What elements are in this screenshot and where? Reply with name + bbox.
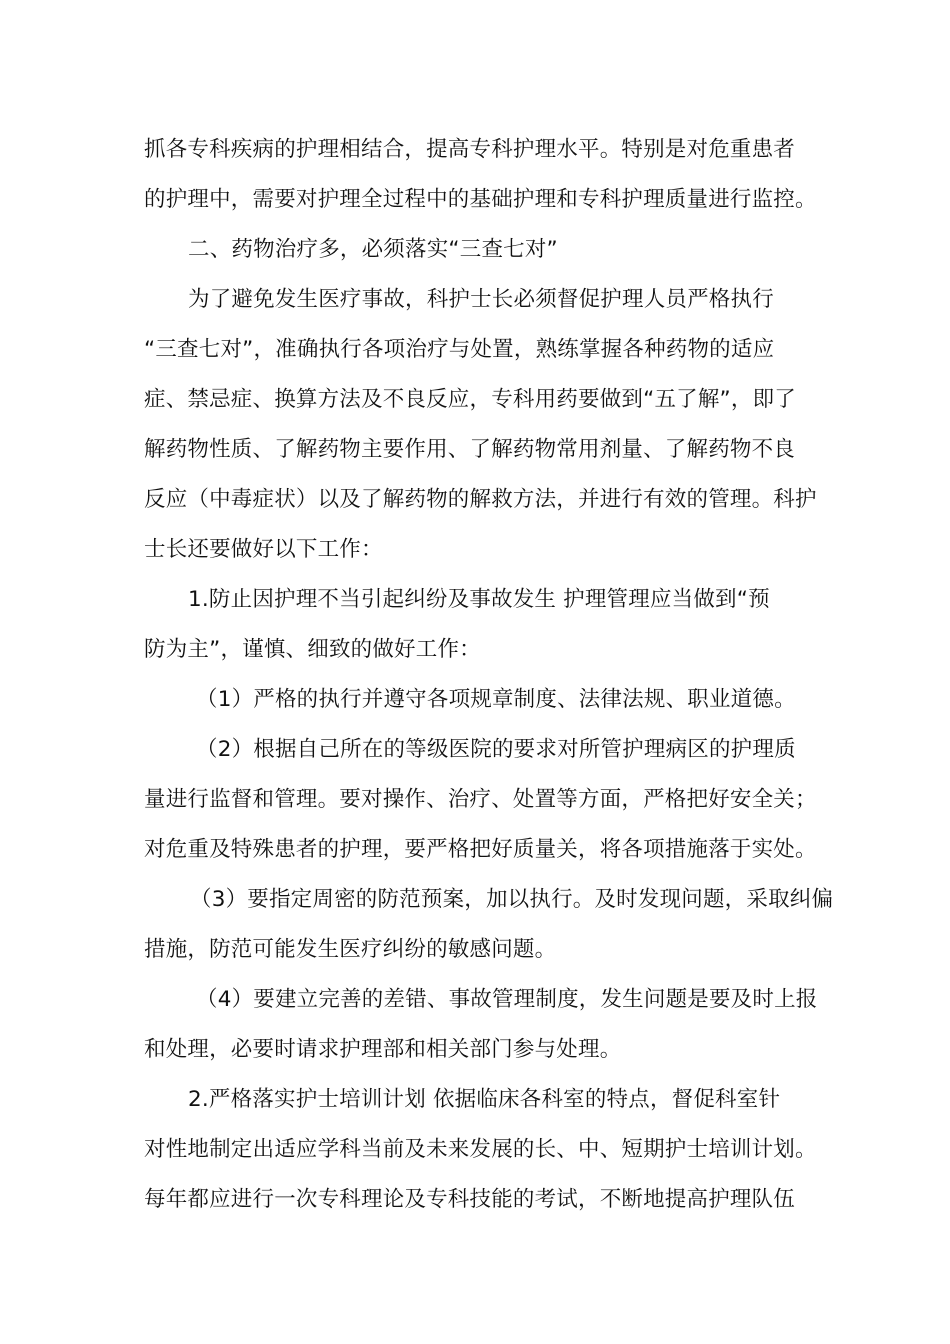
text-line: 解药物性质、了解药物主要作用、了解药物常用剂量、了解药物不良 <box>144 437 796 462</box>
text-line: 士长还要做好以下工作： <box>144 537 383 562</box>
text-line: 量进行监督和管理。要对操作、治疗、处置等方面，严格把好安全关； <box>144 787 817 812</box>
text-line: 1.防止因护理不当引起纠纷及事故发生 护理管理应当做到“预 <box>188 587 770 612</box>
text-line: “三查七对”，准确执行各项治疗与处置，熟练掌握各种药物的适应 <box>144 337 775 362</box>
text-line: 每年都应进行一次专科理论及专科技能的考试，不断地提高护理队伍 <box>144 1187 796 1212</box>
text-line: 2.严格落实护士培训计划 依据临床各科室的特点，督促科室针 <box>188 1087 781 1112</box>
text-line: 对危重及特殊患者的护理，要严格把好质量关，将各项措施落于实处。 <box>144 837 817 862</box>
text-line: 和处理，必要时请求护理部和相关部门参与处理。 <box>144 1037 622 1062</box>
list-item: （1）严格的执行并遵守各项规章制度、法律法规、职业道德。 <box>196 687 796 712</box>
text-line: 为了避免发生医疗事故，科护士长必须督促护理人员严格执行 <box>188 287 774 312</box>
text-line: 防为主”，谨慎、细致的做好工作： <box>144 637 481 662</box>
list-item: （3）要指定周密的防范预案，加以执行。及时发现问题，采取纠偏 <box>190 887 834 912</box>
list-item: （2）根据自己所在的等级医院的要求对所管护理病区的护理质 <box>196 737 796 762</box>
text-line: 反应（中毒症状）以及了解药物的解救方法，并进行有效的管理。科护 <box>144 487 817 512</box>
text-line: 抓各专科疾病的护理相结合，提高专科护理水平。特别是对危重患者 <box>144 137 796 162</box>
text-line: 对性地制定出适应学科当前及未来发展的长、中、短期护士培训计划。 <box>144 1137 817 1162</box>
list-item: （4）要建立完善的差错、事故管理制度，发生问题是要及时上报 <box>196 987 818 1012</box>
text-line: 症、禁忌症、换算方法及不良反应，专科用药要做到“五了解”，即了 <box>144 387 796 412</box>
section-heading: 二、药物治疗多，必须落实“三查七对” <box>188 237 558 262</box>
text-line: 措施，防范可能发生医疗纠纷的敏感问题。 <box>144 937 557 962</box>
text-line: 的护理中，需要对护理全过程中的基础护理和专科护理质量进行监控。 <box>144 187 817 212</box>
